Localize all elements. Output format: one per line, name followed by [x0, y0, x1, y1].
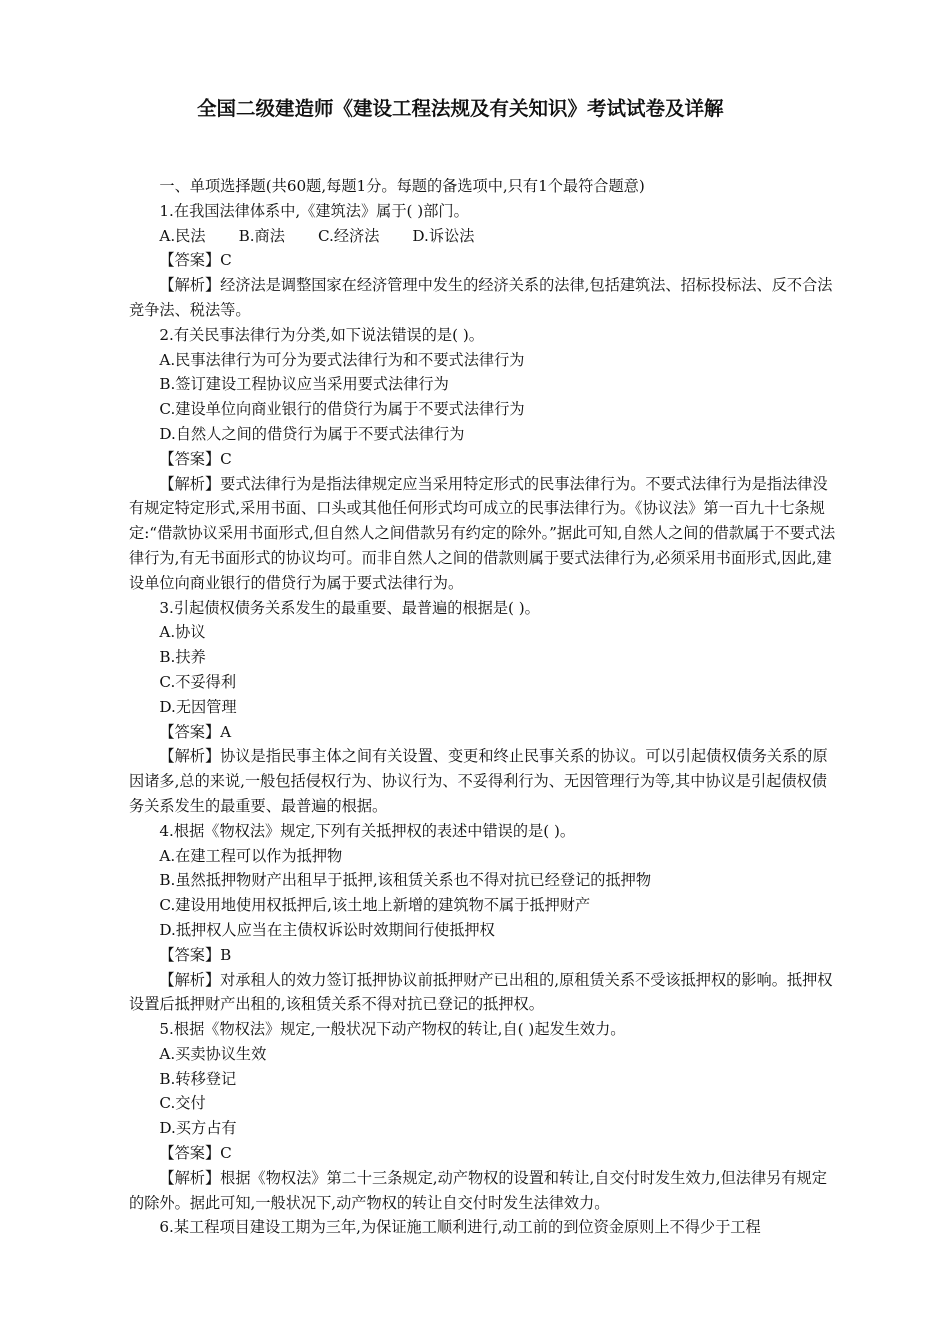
- document-title: 全国二级建造师《建设工程法规及有关知识》考试试卷及详解: [197, 97, 724, 120]
- question-stem: 6.某工程项目建设工期为三年,为保证施工顺利进行,动工前的到位资金原则上不得少于工程: [159, 1218, 761, 1237]
- option-a: A.民事法律行为可分为要式法律行为和不要式法律行为: [159, 350, 525, 369]
- analysis: 【解析】要式法律行为是指法律规定应当采用特定形式的民事法律行为。不要式法律行为是指法律没有规定特定形式,采用书面、口头或其他任何形式均可成立的民事法律行为。《协议法》第一百九十七条规定:“借款协议采用书面形式,但自然人之间借款另有约定的除外。”据此可知,自然人之间的借款属于不要式法律行为,有无书面形式的协议均可。而非自然人之间的借款则属于要式法律行为,必须采用书面形式,因此,建设单位向商业银行的借贷行为属于要式法律行为。: [129, 474, 836, 592]
- option-b: B.转移登记: [159, 1069, 237, 1088]
- option-d: D.买方占有: [159, 1119, 237, 1138]
- option-c: C.建设用地使用权抵押后,该土地上新增的建筑物不属于抵押财产: [159, 896, 591, 915]
- option-a: A.协议: [159, 623, 206, 642]
- question-stem: 4.根据《物权法》规定,下列有关抵押权的表述中错误的是( )。: [159, 821, 576, 840]
- option-b: B.商法: [238, 226, 285, 245]
- answer: 【答案】C: [159, 251, 232, 270]
- answer: 【答案】C: [159, 449, 232, 468]
- section-heading: 一、单项选择题(共60题,每题1分。每题的备选项中,只有1个最符合题意): [159, 177, 645, 195]
- analysis: 【解析】根据《物权法》第二十三条规定,动产物权的设置和转让,自交付时发生效力,但法律另有规定的除外。据此可知,一般状况下,动产物权的转让自交付时发生法律效力。: [129, 1168, 827, 1212]
- answer: 【答案】C: [159, 1144, 232, 1163]
- option-b: B.扶养: [159, 648, 206, 667]
- option-c: C.建设单位向商业银行的借贷行为属于不要式法律行为: [159, 400, 525, 419]
- option-c: C.不妥得利: [159, 672, 237, 691]
- answer: 【答案】B: [159, 945, 232, 964]
- option-c: C.经济法: [317, 226, 380, 245]
- analysis: 【解析】协议是指民事主体之间有关设置、变更和终止民事关系的协议。可以引起债权债务关系的原因诸多,总的来说,一般包括侵权行为、协议行为、不妥得利行为、无因管理行为等,其中协议是引起债权债务关系发生的最重要、最普遍的根据。: [129, 747, 828, 815]
- option-a: A.买卖协议生效: [159, 1044, 267, 1063]
- option-d: D.无因管理: [159, 697, 237, 716]
- option-d: D.自然人之间的借贷行为属于不要式法律行为: [159, 424, 465, 443]
- option-list: [129, 224, 842, 249]
- answer: 【答案】A: [159, 722, 232, 741]
- question-stem: 5.根据《物权法》规定,一般状况下动产物权的转让,自( )起发生效力。: [159, 1020, 626, 1039]
- option-c: C.交付: [159, 1094, 206, 1113]
- option-b: B.虽然抵押物财产出租早于抵押,该租赁关系也不得对抗已经登记的抵押物: [159, 871, 652, 890]
- question-stem: 2.有关民事法律行为分类,如下说法错误的是( )。: [159, 325, 484, 344]
- analysis: 【解析】经济法是调整国家在经济管理中发生的经济关系的法律,包括建筑法、招标投标法、反不合法竞争法、税法等。: [129, 276, 833, 319]
- analysis: 【解析】对承租人的效力签订抵押协议前抵押财产已出租的,原租赁关系不受该抵押权的影响。抵押权设置后抵押财产出租的,该租赁关系不得对抗已登记的抵押权。: [129, 970, 833, 1014]
- question-stem: 1.在我国法律体系中,《建筑法》属于( )部门。: [159, 201, 469, 220]
- option-a: A.在建工程可以作为抵押物: [159, 846, 343, 865]
- option-a: A.民法: [159, 226, 206, 245]
- option-d: D.诉讼法: [412, 226, 475, 245]
- option-d: D.抵押权人应当在主债权诉讼时效期间行使抵押权: [159, 920, 495, 939]
- document-body: [129, 174, 842, 1240]
- option-b: B.签订建设工程协议应当采用要式法律行为: [159, 375, 449, 394]
- question-stem: 3.引起债权债务关系发生的最重要、最普遍的根据是( )。: [159, 598, 540, 617]
